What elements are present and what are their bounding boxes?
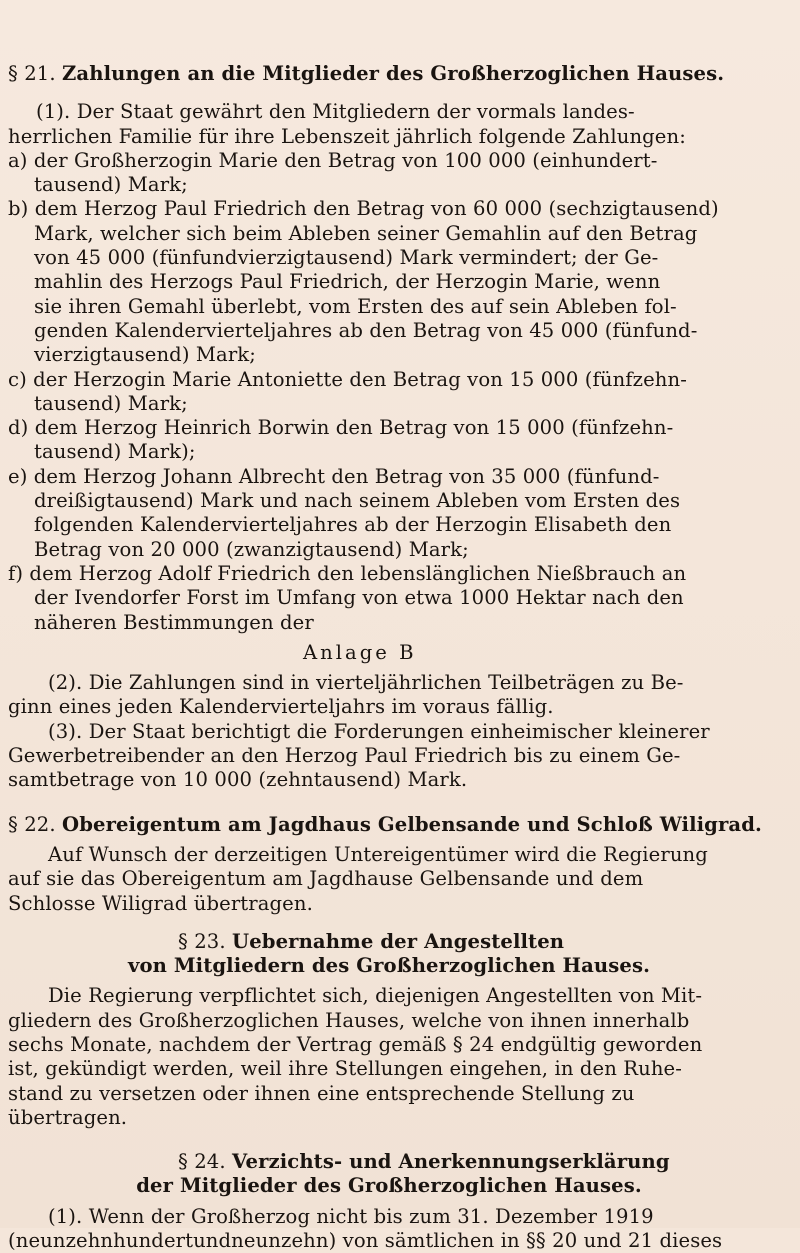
paragraph-line: (2). Die Zahlungen sind in vierteljährlichen Teilbeträgen zu Be- [48,671,684,695]
section-number: § 24. [178,1150,226,1174]
section-23-heading-line2 [8,954,770,978]
paragraph-line: genden Kalendervierteljahres ab den Betrag von 45 000 (fünfund- [34,318,698,342]
paragraph-line: von 45 000 (fünfundvierzigtausend) Mark vermindert; der Ge- [34,246,659,270]
paragraph-line: (3). Der Staat berichtigt die Forderungen einheimischer kleinerer [48,719,710,743]
section-number: § 23. [178,929,226,953]
section-title: Obereigentum am Jagdhaus Gelbensande und Schloß Wiligrad. [62,812,762,836]
section-title-line2: der Mitglieder des Großherzoglichen Hauses. [136,1174,642,1198]
section-number: § 21. [8,62,56,85]
section-21-heading [8,62,770,86]
paragraph-line: tausend) Mark); [34,440,196,464]
section-title-line2: von Mitgliedern des Großherzoglichen Hauses. [127,954,651,978]
attachment-reference: Anlage B [303,640,417,664]
list-item-a: a) der Großherzogin Marie den Betrag von 100 000 (einhundert- [8,148,658,172]
paragraph-line: herrlichen Familie für ihre Lebenszeit jährlich folgende Zahlungen: [8,124,686,148]
section-24-heading [8,1150,770,1174]
paragraph-line: sie ihren Gemahl überlebt, vom Ersten des auf sein Ableben fol- [34,294,677,318]
list-item-e: e) dem Herzog Johann Albrecht den Betrag von 35 000 (fünfund- [8,464,660,488]
paragraph-line: gliedern des Großherzoglichen Hauses, welche von ihnen innerhalb [8,1008,690,1032]
paragraph-line: sechs Monate, nachdem der Vertrag gemäß § 24 endgültig geworden [8,1032,703,1056]
list-item-f: f) dem Herzog Adolf Friedrich den lebenslänglichen Nießbrauch an [8,561,687,585]
section-24-heading-line2 [8,1174,770,1198]
section-23-heading [8,930,770,954]
paragraph-line: Gewerbetreibender an den Herzog Paul Friedrich bis zu einem Ge- [8,744,681,768]
paragraph-line: Betrag von 20 000 (zwanzigtausend) Mark; [34,537,469,561]
paragraph-line: Mark, welcher sich beim Ableben seiner Gemahlin auf den Betrag [34,221,698,245]
section-22-heading [8,813,770,837]
list-item-c: c) der Herzogin Marie Antoniette den Betrag von 15 000 (fünfzehn- [8,367,687,391]
paragraph-line: samtbetrage von 10 000 (zehntausend) Mark. [8,768,468,792]
list-item-d: d) dem Herzog Heinrich Borwin den Betrag von 15 000 (fünfzehn- [8,416,674,440]
paragraph-line: ist, gekündigt werden, weil ihre Stellungen eingehen, in den Ruhe- [8,1057,682,1081]
paragraph-line: stand zu versetzen oder ihnen eine entsprechende Stellung zu [8,1081,635,1105]
paragraph-line: näheren Bestimmungen der [34,610,314,634]
paragraph-line: (neunzehnhundertundneunzehn) von sämtlichen in §§ 20 und 21 dieses [8,1229,723,1253]
section-title-line1: Verzichts- und Anerkennungserklärung [232,1150,670,1174]
paragraph-line: (1). Der Staat gewährt den Mitgliedern der vormals landes- [36,100,635,124]
paragraph-line: (1). Wenn der Großherzog nicht bis zum 31. Dezember 1919 [48,1204,654,1228]
paragraph-line: dreißigtausend) Mark und nach seinem Ableben vom Ersten des [34,489,681,513]
paragraph-line: tausend) Mark; [34,391,188,415]
paragraph-line: tausend) Mark; [34,173,188,197]
list-item-b: b) dem Herzog Paul Friedrich den Betrag von 60 000 (sechzigtausend) [8,197,719,221]
section-number: § 22. [8,812,56,836]
paragraph-line: Auf Wunsch der derzeitigen Untereigentümer wird die Regierung [48,842,708,866]
section-title: Zahlungen an die Mitglieder des Großherzoglichen Hauses. [62,62,725,85]
paragraph-line: Die Regierung verpflichtet sich, diejenigen Angestellten von Mit- [48,984,703,1008]
section-title-line1: Uebernahme der Angestellten [232,929,565,953]
paragraph-line: vierzigtausend) Mark; [34,343,256,367]
paragraph-line: folgenden Kalendervierteljahres ab der Herzogin Elisabeth den [34,513,672,537]
paragraph-line: ginn eines jeden Kalendervierteljahrs im voraus fällig. [8,695,554,719]
paragraph-line: auf sie das Obereigentum am Jagdhause Gelbensande und dem [8,867,644,891]
paragraph-line: der Ivendorfer Forst im Umfang von etwa 1000 Hektar nach den [34,586,684,610]
paragraph-line: mahlin des Herzogs Paul Friedrich, der Herzogin Marie, wenn [34,270,661,294]
paragraph-line: übertragen. [8,1105,128,1129]
paragraph-line: Schlosse Wiligrad übertragen. [8,891,313,915]
